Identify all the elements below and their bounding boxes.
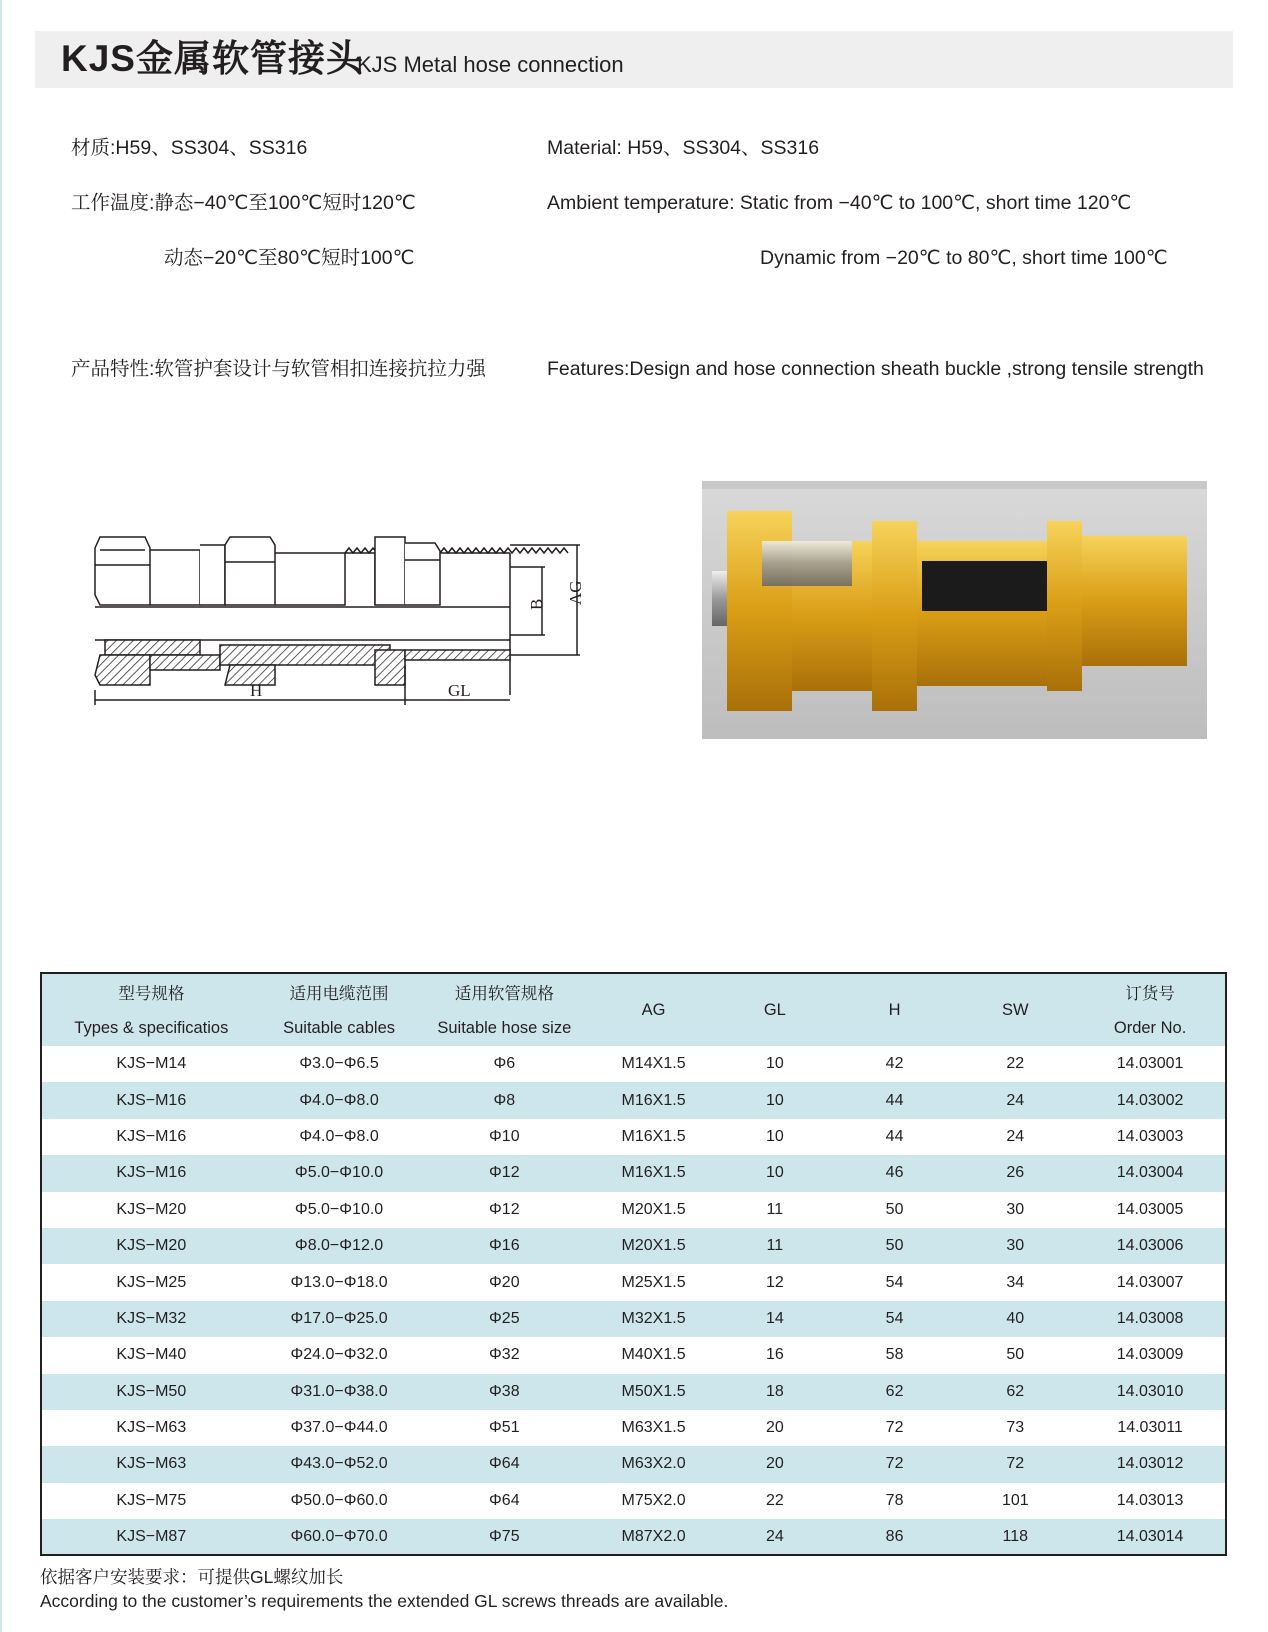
cell-type: KJS−M14 [116,1055,187,1073]
cell-type: KJS−M50 [116,1382,187,1400]
cell-cable: Φ37.0−Φ44.0 [290,1419,388,1437]
header-gl: GL [763,1000,786,1019]
cell-cable: Φ50.0−Φ60.0 [290,1491,388,1509]
cell-gl: 18 [765,1382,784,1400]
cell-hose: Φ20 [489,1273,520,1291]
cell-sw: 40 [1006,1309,1025,1327]
cell-h: 54 [885,1273,904,1291]
header-hose-en: Suitable hose size [437,1018,572,1037]
cell-hose: Φ32 [489,1346,520,1364]
cell-order-no: 14.03007 [1116,1273,1184,1291]
cell-gl: 10 [765,1127,784,1145]
cell-gl: 12 [765,1273,784,1291]
cell-hose: Φ12 [489,1200,520,1218]
table-row [41,1228,1226,1264]
table-row [41,1264,1226,1300]
page-title-en: KJS Metal hose connection [357,52,624,77]
cell-ag: M20X1.5 [621,1237,686,1255]
cell-ag: M20X1.5 [621,1200,686,1218]
cell-h: 44 [885,1127,904,1145]
cell-sw: 62 [1006,1382,1025,1400]
header-h: H [888,1000,901,1019]
cell-gl: 20 [765,1419,784,1437]
header-hose-zh: 适用软管规格 [454,985,554,1003]
cell-hose: Φ12 [489,1164,520,1182]
dim-label-ag: AG [566,580,585,605]
cell-hose: Φ64 [489,1491,520,1509]
cell-ag: M16X1.5 [621,1164,686,1182]
cell-h: 50 [885,1200,904,1218]
cell-type: KJS−M40 [116,1346,187,1364]
cell-order-no: 14.03006 [1116,1237,1184,1255]
cell-ag: M16X1.5 [621,1127,686,1145]
cell-hose: Φ8 [493,1091,516,1109]
cell-hose: Φ6 [493,1055,516,1073]
cell-sw: 24 [1006,1127,1025,1145]
specification-table [40,972,1227,1556]
cell-order-no: 14.03002 [1116,1091,1184,1109]
cell-order-no: 14.03012 [1116,1455,1184,1473]
cell-gl: 10 [765,1164,784,1182]
cell-sw: 30 [1006,1237,1025,1255]
cell-cable: Φ24.0−Φ32.0 [290,1346,388,1364]
table-row [41,1374,1226,1410]
cell-h: 42 [885,1055,904,1073]
cell-order-no: 14.03011 [1117,1419,1183,1437]
cell-sw: 22 [1006,1055,1025,1073]
cell-ag: M40X1.5 [621,1346,686,1364]
features-en: Features:Design and hose connection sheath buckle ,strong tensile strength [547,358,1204,380]
table-row [41,1155,1226,1191]
dim-label-gl: GL [448,681,471,700]
cell-type: KJS−M87 [116,1527,187,1545]
cell-ag: M25X1.5 [621,1273,686,1291]
cell-sw: 118 [1002,1527,1029,1545]
cell-gl: 10 [765,1055,784,1073]
cell-ag: M50X1.5 [621,1382,686,1400]
cell-type: KJS−M63 [116,1419,187,1437]
table-row [41,1082,1226,1118]
cell-ag: M63X2.0 [621,1455,686,1473]
cell-type: KJS−M16 [116,1164,187,1182]
table-row [41,1119,1226,1155]
cell-gl: 11 [766,1200,784,1218]
cell-order-no: 14.03004 [1116,1164,1184,1182]
cell-type: KJS−M75 [116,1491,187,1509]
table-row [41,1483,1226,1519]
cell-cable: Φ4.0−Φ8.0 [299,1127,379,1145]
cell-hose: Φ10 [489,1127,520,1145]
cell-sw: 34 [1006,1273,1025,1291]
cell-cable: Φ4.0−Φ8.0 [299,1091,379,1109]
cell-cable: Φ13.0−Φ18.0 [290,1273,388,1291]
cell-ag: M87X2.0 [621,1527,686,1545]
cell-hose: Φ38 [489,1382,520,1400]
cell-type: KJS−M32 [116,1309,187,1327]
cell-h: 44 [885,1091,904,1109]
table-row [41,1337,1226,1373]
cell-sw: 26 [1006,1164,1025,1182]
material-en: Material: H59、SS304、SS316 [547,137,820,159]
cell-h: 78 [885,1491,904,1509]
temperature-zh: 工作温度:静态−40℃至100℃短时120℃ [71,192,416,214]
cell-gl: 16 [765,1346,784,1364]
cell-h: 72 [885,1455,904,1473]
dynamic-temp-en: Dynamic from −20℃ to 80℃, short time 100℃ [760,247,1168,269]
cell-gl: 24 [765,1527,784,1545]
title-bar [35,31,1233,88]
cell-gl: 14 [765,1309,784,1327]
dim-label-b: B [527,598,546,610]
table-row [41,1046,1226,1082]
table-row [41,1192,1226,1228]
header-order-zh: 订货号 [1125,985,1175,1003]
note-en: According to the customer’s requirements the extended GL screws threads are available. [40,1591,729,1611]
cell-sw: 50 [1006,1346,1025,1364]
table-body [41,1046,1226,1555]
page-edge-line [0,0,2,1632]
cell-cable: Φ43.0−Φ52.0 [290,1455,388,1473]
cell-cable: Φ5.0−Φ10.0 [294,1164,384,1182]
cell-ag: M63X1.5 [621,1419,686,1437]
header-cable-en: Suitable cables [283,1018,396,1037]
cell-sw: 73 [1006,1419,1025,1437]
technical-drawing [90,505,610,720]
cell-cable: Φ17.0−Φ25.0 [290,1309,388,1327]
cell-h: 46 [885,1164,904,1182]
features-zh: 产品特性:软管护套设计与软管相扣连接抗拉力强 [71,358,486,380]
header-type-en: Types & specificatios [74,1018,229,1037]
header-ag: AG [641,1000,666,1019]
header-sw: SW [1002,1000,1029,1019]
cell-type: KJS−M16 [116,1127,187,1145]
cell-h: 72 [885,1419,904,1437]
cell-gl: 11 [766,1237,784,1255]
cell-h: 50 [885,1237,904,1255]
table-row [41,1410,1226,1446]
table-row [41,1446,1226,1482]
header-cable-zh: 适用电缆范围 [289,985,389,1003]
cell-hose: Φ51 [489,1419,520,1437]
cell-sw: 101 [1001,1491,1029,1509]
cell-order-no: 14.03009 [1116,1346,1184,1364]
dynamic-temp-zh: 动态−20℃至80℃短时100℃ [164,247,415,269]
table-row [41,1301,1226,1337]
cell-type: KJS−M20 [116,1237,187,1255]
cell-cable: Φ5.0−Φ10.0 [294,1200,384,1218]
table-header-row-1 [41,973,1226,1010]
cell-type: KJS−M63 [116,1455,187,1473]
cell-order-no: 14.03005 [1116,1200,1184,1218]
cell-type: KJS−M25 [116,1273,187,1291]
cell-hose: Φ64 [489,1455,520,1473]
material-zh: 材质:H59、SS304、SS316 [71,137,308,159]
cell-cable: Φ60.0−Φ70.0 [290,1527,388,1545]
cell-sw: 72 [1006,1455,1025,1473]
page-title-zh: KJS金属软管接头 [61,38,364,79]
note-zh: 依据客户安装要求：可提供GL螺纹加长 [40,1567,344,1587]
cell-ag: M75X2.0 [621,1491,686,1509]
cell-gl: 20 [765,1455,784,1473]
cell-cable: Φ31.0−Φ38.0 [290,1382,388,1400]
cell-order-no: 14.03014 [1116,1527,1184,1545]
cell-ag: M16X1.5 [621,1091,686,1109]
cell-ag: M14X1.5 [621,1055,686,1073]
cell-order-no: 14.03003 [1116,1127,1184,1145]
cell-order-no: 14.03008 [1116,1309,1184,1327]
cell-gl: 10 [765,1091,784,1109]
cell-hose: Φ25 [489,1309,520,1327]
cell-h: 54 [885,1309,904,1327]
cell-h: 62 [885,1382,904,1400]
cell-ag: M32X1.5 [621,1309,686,1327]
cell-gl: 22 [765,1491,784,1509]
header-type-zh: 型号规格 [118,985,185,1003]
cell-order-no: 14.03010 [1116,1382,1184,1400]
product-photo [702,481,1207,739]
header-order-en: Order No. [1113,1018,1187,1037]
cell-hose: Φ75 [489,1527,520,1545]
cell-type: KJS−M16 [116,1091,187,1109]
cell-order-no: 14.03001 [1116,1055,1184,1073]
cell-order-no: 14.03013 [1116,1491,1184,1509]
cell-cable: Φ3.0−Φ6.5 [299,1055,379,1073]
cell-cable: Φ8.0−Φ12.0 [294,1237,384,1255]
cell-h: 86 [885,1527,904,1545]
table-row [41,1519,1226,1555]
cell-type: KJS−M20 [116,1200,187,1218]
cell-sw: 24 [1006,1091,1025,1109]
temperature-en: Ambient temperature: Static from −40℃ to 100℃, short time 120℃ [547,192,1132,214]
cell-h: 58 [885,1346,904,1364]
cell-sw: 30 [1006,1200,1025,1218]
dim-label-h: H [250,681,263,700]
cell-hose: Φ16 [489,1237,520,1255]
